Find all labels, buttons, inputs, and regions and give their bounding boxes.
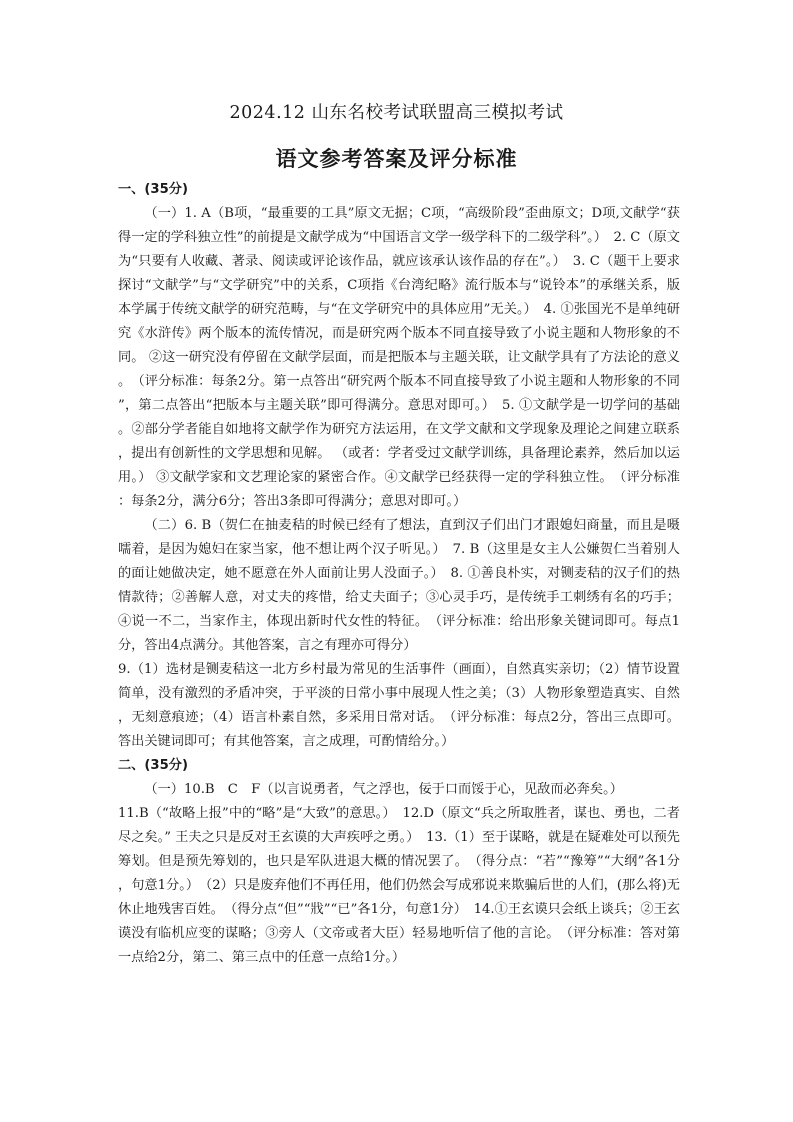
section-1-part-2-answers: （二）6. B（贺仁在抽麦秸的时候已经有了想法，直到汉子们出门才跟媳妇商量，而且是嗫嚅着，是因为媳妇在家当家，他不想让两个汉子听见。） 7. B（这里是女主人公嫌贺仁当着别人的面让她做决定，她不愿意在外人面前让男人没面子。） 8. ①善良朴实，对铡麦秸的汉子们的热情款待；②善解人意，对丈夫的疼惜，给丈夫面子；③心灵手巧，是传统手工刺绣有名的巧手；④说一不二，当家作主，体现出新时代女性的特征。 （评分标准：给出形象关键词即可。每点1分，答出4点满分。其他答案，言之有理亦可得分） bbox=[118, 518, 680, 653]
section-1-heading: 一、(35分) bbox=[118, 182, 188, 197]
section-2-question-10-answer: （一）10.B C F（以言说勇者，气之浮也，佞于口而馁于心，见敌而必奔矣。） bbox=[144, 782, 623, 797]
exam-title: 2024.12 山东名校考试联盟高三模拟考试 bbox=[229, 103, 564, 123]
section-2-questions-11-14-answers: 11.B（“故略上报”中的“略”是“大致”的意思。） 12.D（原文“兵之所取胜者，谋也、勇也，二者尽之矣。” 王夫之只是反对王玄谟的大声疾呼之勇。） 13.（1）至于谋略，就是在疑难处可以预先筹划。但是预先筹划的，也只是军队进退大概的情况罢了。 （得分点：“若”“豫筹”“大纲”各1分，句意1分。） （2）只是废弃他们不再任用，他们仍然会写成邪说来欺骗后世的人们，(那么将)无休止地残害百姓。 （得分点“但”“戕”“已”各1分，句意1分） 14.①王玄谟只会纸上谈兵；②王玄谟没有临机应变的谋略；③旁人（文帝或者大臣）轻易地听信了他的言论。 （评分标准：答对第一点给2分，第二、第三点中的任意一点给1分。） bbox=[118, 806, 680, 965]
section-1-question-9-answer: 9.（1）选材是铡麦秸这一北方乡村最为常见的生活事件（画面），自然真实亲切；（2）情节设置简单，没有激烈的矛盾冲突，于平淡的日常小事中展现人性之美；（3）人物形象塑造真实、自然，无刻意痕迹；（4）语言朴素自然，多采用日常对话。 （评分标准：每点2分，答出三点即可。答出关键词即可；有其他答案，言之成理，可酌情给分。） bbox=[118, 662, 680, 749]
document-title: 语文参考答案及评分标准 bbox=[275, 147, 518, 171]
section-2-heading: 二、(35分) bbox=[118, 758, 188, 773]
answer-content bbox=[118, 178, 680, 970]
section-1-part-1-answers: （一）1. A（B项，“最重要的工具”原文无据；C项，“高级阶段”歪曲原文；D项,文献学“获得一定的学科独立性”的前提是文献学成为“中国语言文学一级学科下的二级学科”。） 2. C（原文为“只要有人收藏、著录、阅读或评论该作品，就应该承认该作品的存在”。） 3. C（题干上要求探讨“文献学”与“文学研究”中的关系，C项指《台湾纪略》流行版本与“说铃本”的承继关系，版本学属于传统文献学的研究范畴，与“在文学研究中的具体应用”无关。） 4. ①张国光不是单纯研究《水浒传》两个版本的流传情况，而是研究两个版本不同直接导致了小说主题和人物形象的不同。 ②这一研究没有停留在文献学层面，而是把版本与主题关联，让文献学具有了方法论的意义。 （评分标准：每条2分。第一点答出“研究两个版本不同直接导致了小说主题和人物形象的不同”，第二点答出“把版本与主题关联”即可得满分。意思对即可。） 5. ①文献学是一切学问的基础。②部分学者能自如地将文献学作为研究方法运用，在文学文献和文学现象及理论之间建立联系，提出有创新性的文学思想和见解。 （或者：学者受过文献学训练，具备理论素养，然后加以运用。） ③文献学家和文艺理论家的紧密合作。④文献学已经获得一定的学科独立性。 （评分标准：每条2分，满分6分；答出3条即可得满分；意思对即可。） bbox=[118, 206, 680, 509]
